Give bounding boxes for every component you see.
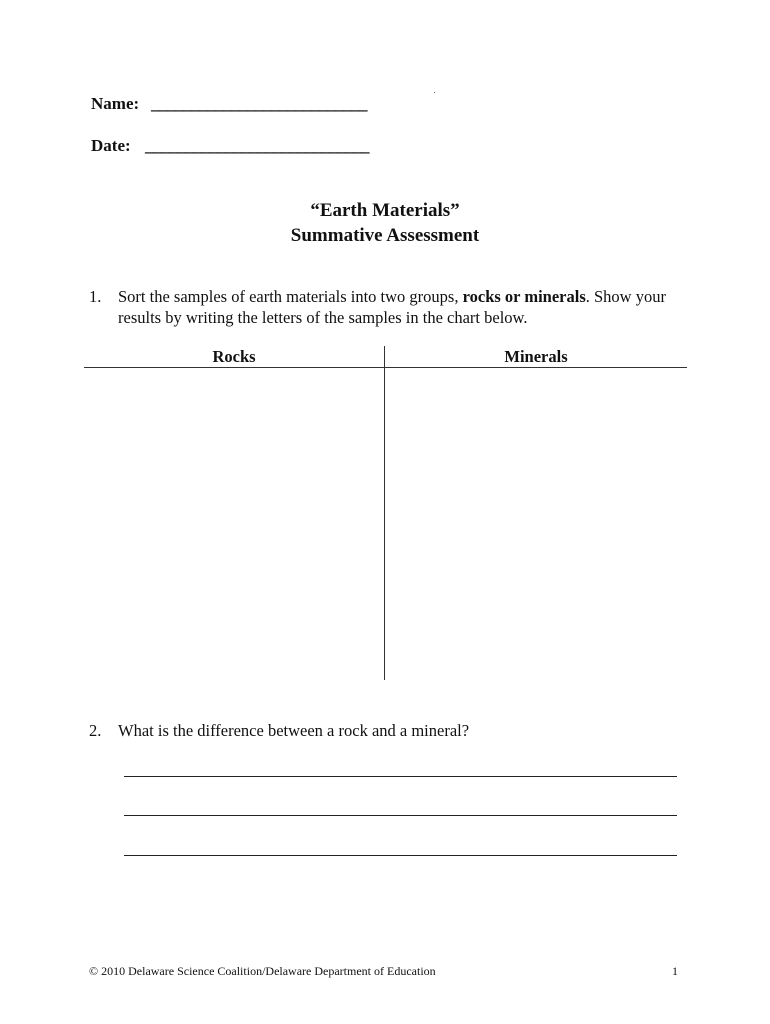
question-1-text-after: . Show your results by writing the letters of the samples in the chart below. (118, 287, 666, 327)
document-subtitle: Summative Assessment (290, 225, 480, 246)
question-2-text: What is the difference between a rock and a mineral? (118, 721, 470, 740)
chart-horizontal-rule (84, 367, 687, 368)
question-1-number: 1. (89, 287, 102, 306)
question-1-text (118, 286, 698, 328)
document-title: “Earth Materials” (310, 200, 460, 221)
question-2-number: 2. (89, 721, 102, 740)
rocks-column-header: Rocks (212, 347, 256, 366)
chart-vertical-rule (384, 346, 385, 680)
name-blank[interactable]: ___________________________ (151, 94, 367, 113)
page-speck (434, 92, 435, 93)
minerals-answer-area[interactable] (386, 369, 686, 679)
answer-line[interactable] (124, 776, 677, 777)
answer-line[interactable] (124, 815, 677, 816)
answer-line[interactable] (124, 855, 677, 856)
rocks-answer-area[interactable] (84, 369, 383, 679)
minerals-column-header: Minerals (504, 347, 568, 366)
question-1-text-before: Sort the samples of earth materials into two groups, (118, 287, 463, 306)
name-label: Name: (91, 94, 140, 113)
date-blank[interactable]: ____________________________ (145, 136, 369, 155)
footer-copyright: © 2010 Delaware Science Coalition/Delaware Department of Education (89, 964, 436, 978)
date-label: Date: (91, 136, 131, 155)
page-number: 1 (672, 964, 678, 978)
question-1-text-bold: rocks or minerals (462, 287, 586, 306)
